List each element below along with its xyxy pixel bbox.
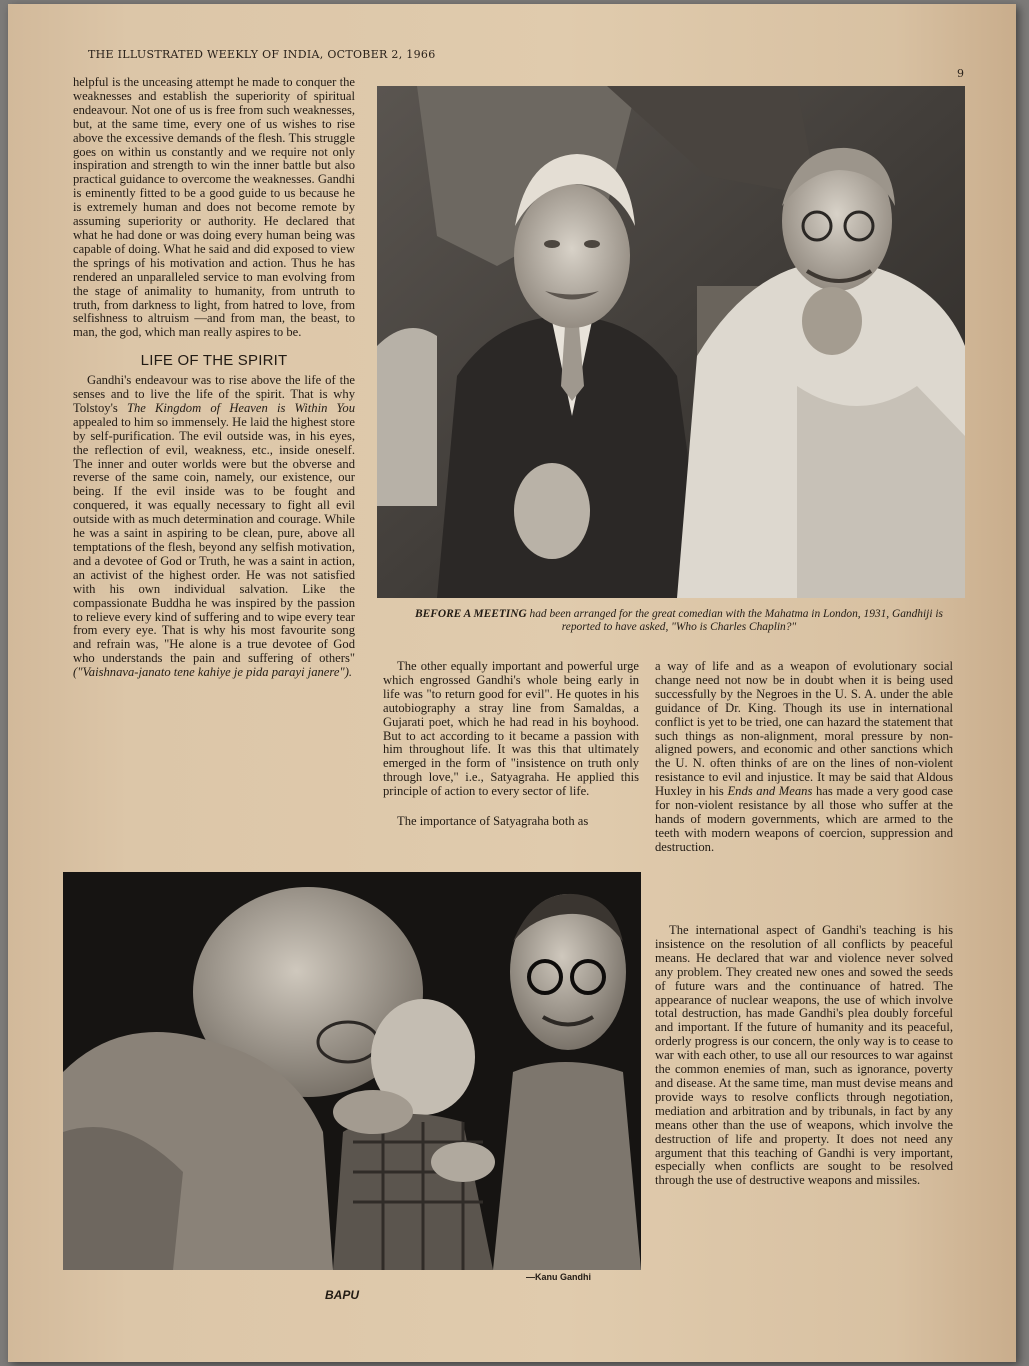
- article-column-1: [73, 76, 355, 680]
- paragraph: helpful is the unceasing attempt he made to conquer the weaknesses and establish the superiority of spiritual endeavour. Not one of us is free from such weaknesses, but, at the same time, every one of us wishes to rise above the excessive demands of the flesh. This struggle goes on within us constantly and we require not only inspiration and strength to win the inner battle but also practical guidance to overcome the weaknesses. Gandhi is eminently fitted to be a good guide to us because he is extremely human and does not become remote by assuming superiority or authority. He declared that what he had done or was doing every human being was capable of doing. What he said and did exposed to view the springs of his motivation and action. Thus he has rendered an unparalleled service to man evolving from the stage of animality to humanity, from untruth to truth, from darkness to light, from hatred to love, from selfishness to altruism —and from man, the beast, to man, the god, which man really aspires to be.: [73, 75, 355, 340]
- caption-text: had been arranged for the great comedian with the Mahatma in London, 1931, Gandhiji is reported to have asked, "Who is Charles Chaplin?": [526, 608, 943, 633]
- section-heading: LIFE OF THE SPIRIT: [140, 352, 288, 370]
- paragraph: [73, 374, 355, 680]
- article-column-3-continued: [655, 924, 953, 1188]
- song-quote: ("Vaishnava-janato tene kahiye je pida parayi janere").: [73, 665, 353, 680]
- photo-bapu-with-child: [63, 872, 641, 1270]
- text-run: a way of life and as a weapon of evolutionary social change need not now be in doubt when it is being used successfully by the Negroes in the U. S. A. under the able guidance of Dr. King. Though its use in international conflict is yet to be tried, one can hazard the statement that such things as non-alignment, moral pressure by non-aligned powers, and economic and other sanctions which the U. N. often thinks of are on the lines of non-violent resistance to evil and injustice. It may be said that Aldous Huxley in his: [655, 659, 953, 799]
- text-run: appealed to him so immensely. He laid the highest store by self-purification. The evil outside was, in his eyes, the reflection of evil, weakness, etc., inside oneself. The inner and outer worlds were but the obverse and reverse of the same coin, namely, our existence, our being. If the evil inside was to be fought and conquered, it was equally necessary to fight all evil outside with as much determination and courage. While he was a saint in aspiring to be clean, pure, above all temptations of the flesh, beyond any selfish motivation, and a devotee of God or Truth, he was a saint in action, an activist of the highest order. He was not satisfied with his own individual salvation. Like the compassionate Buddha he was inspired by the passion to relieve every kind of suffering and to wipe every tear from every eye. That is why his most favourite song and refrain was, "He alone is a true devotee of God who understands the pain and suffering of others": [73, 414, 355, 666]
- article-column-2: [383, 660, 639, 829]
- paragraph: [655, 660, 953, 855]
- photo-title: BAPU: [325, 1288, 360, 1302]
- running-head: THE ILLUSTRATED WEEKLY OF INDIA, OCTOBER 2, 1966: [88, 48, 436, 61]
- caption-lead: BEFORE A MEETING: [415, 608, 527, 620]
- book-title: Ends and Means: [727, 784, 813, 799]
- photo-caption: [409, 608, 949, 634]
- book-title: The Kingdom of Heaven is Within You: [126, 400, 356, 415]
- paragraph: The other equally important and powerful urge which engrossed Gandhi's whole being early in life was "to return good for evil". He quotes in his autobiography a stray line from Samaldas, a Gujarati poet, which he had read in his boyhood. But to act according to it became a passion with him throughout life. It was this that ultimately emerged in the form of "insistence on truth only through love," i.e., Satyagraha. He applied this principle of action to every sector of life.: [383, 659, 639, 799]
- paragraph: The importance of Satyagraha both as: [397, 814, 589, 829]
- paragraph: The international aspect of Gandhi's teaching is his insistence on the resolution of all conflicts by peaceful means. He declared that war and violence never solved any problem. They created new ones and sowed the seeds of future wars and the continuance of hatred. The appearance of nuclear weapons, the use of which involve total destruction, has made Gandhi's plea doubly forceful and important. If the future of humanity and its peaceful, orderly progress is our concern, the only way is to cease to war with each other, to use all our resources to war against the common enemies of man, such as ignorance, poverty and disease. At the same time, man must devise means and provide ways to resolve conflicts through negotiation, mediation and arbitration and by tribunals, in fact by any means other than the use of weapons, which involve the destruction of life and property. It does not need any argument that this teaching of Gandhi is very important, especially when conflicts are sought to be resolved through the use of destructive weapons and missiles.: [655, 923, 953, 1188]
- text-run: has made a very good case for non-violent resistance by all those who suffer at the hands of modern governments, which are armed to the teeth with modern weapons of coercion, suppression and destruction.: [655, 784, 953, 854]
- photo-chaplin-gandhi: [377, 86, 965, 598]
- text-run: Gandhi's endeavour was to rise above the life of the senses and to live the life of the spirit. That is why Tolstoy's: [73, 373, 355, 415]
- article-column-3: [655, 660, 953, 855]
- photo-credit: —Kanu Gandhi: [526, 1272, 591, 1282]
- page-number: 9: [957, 67, 964, 80]
